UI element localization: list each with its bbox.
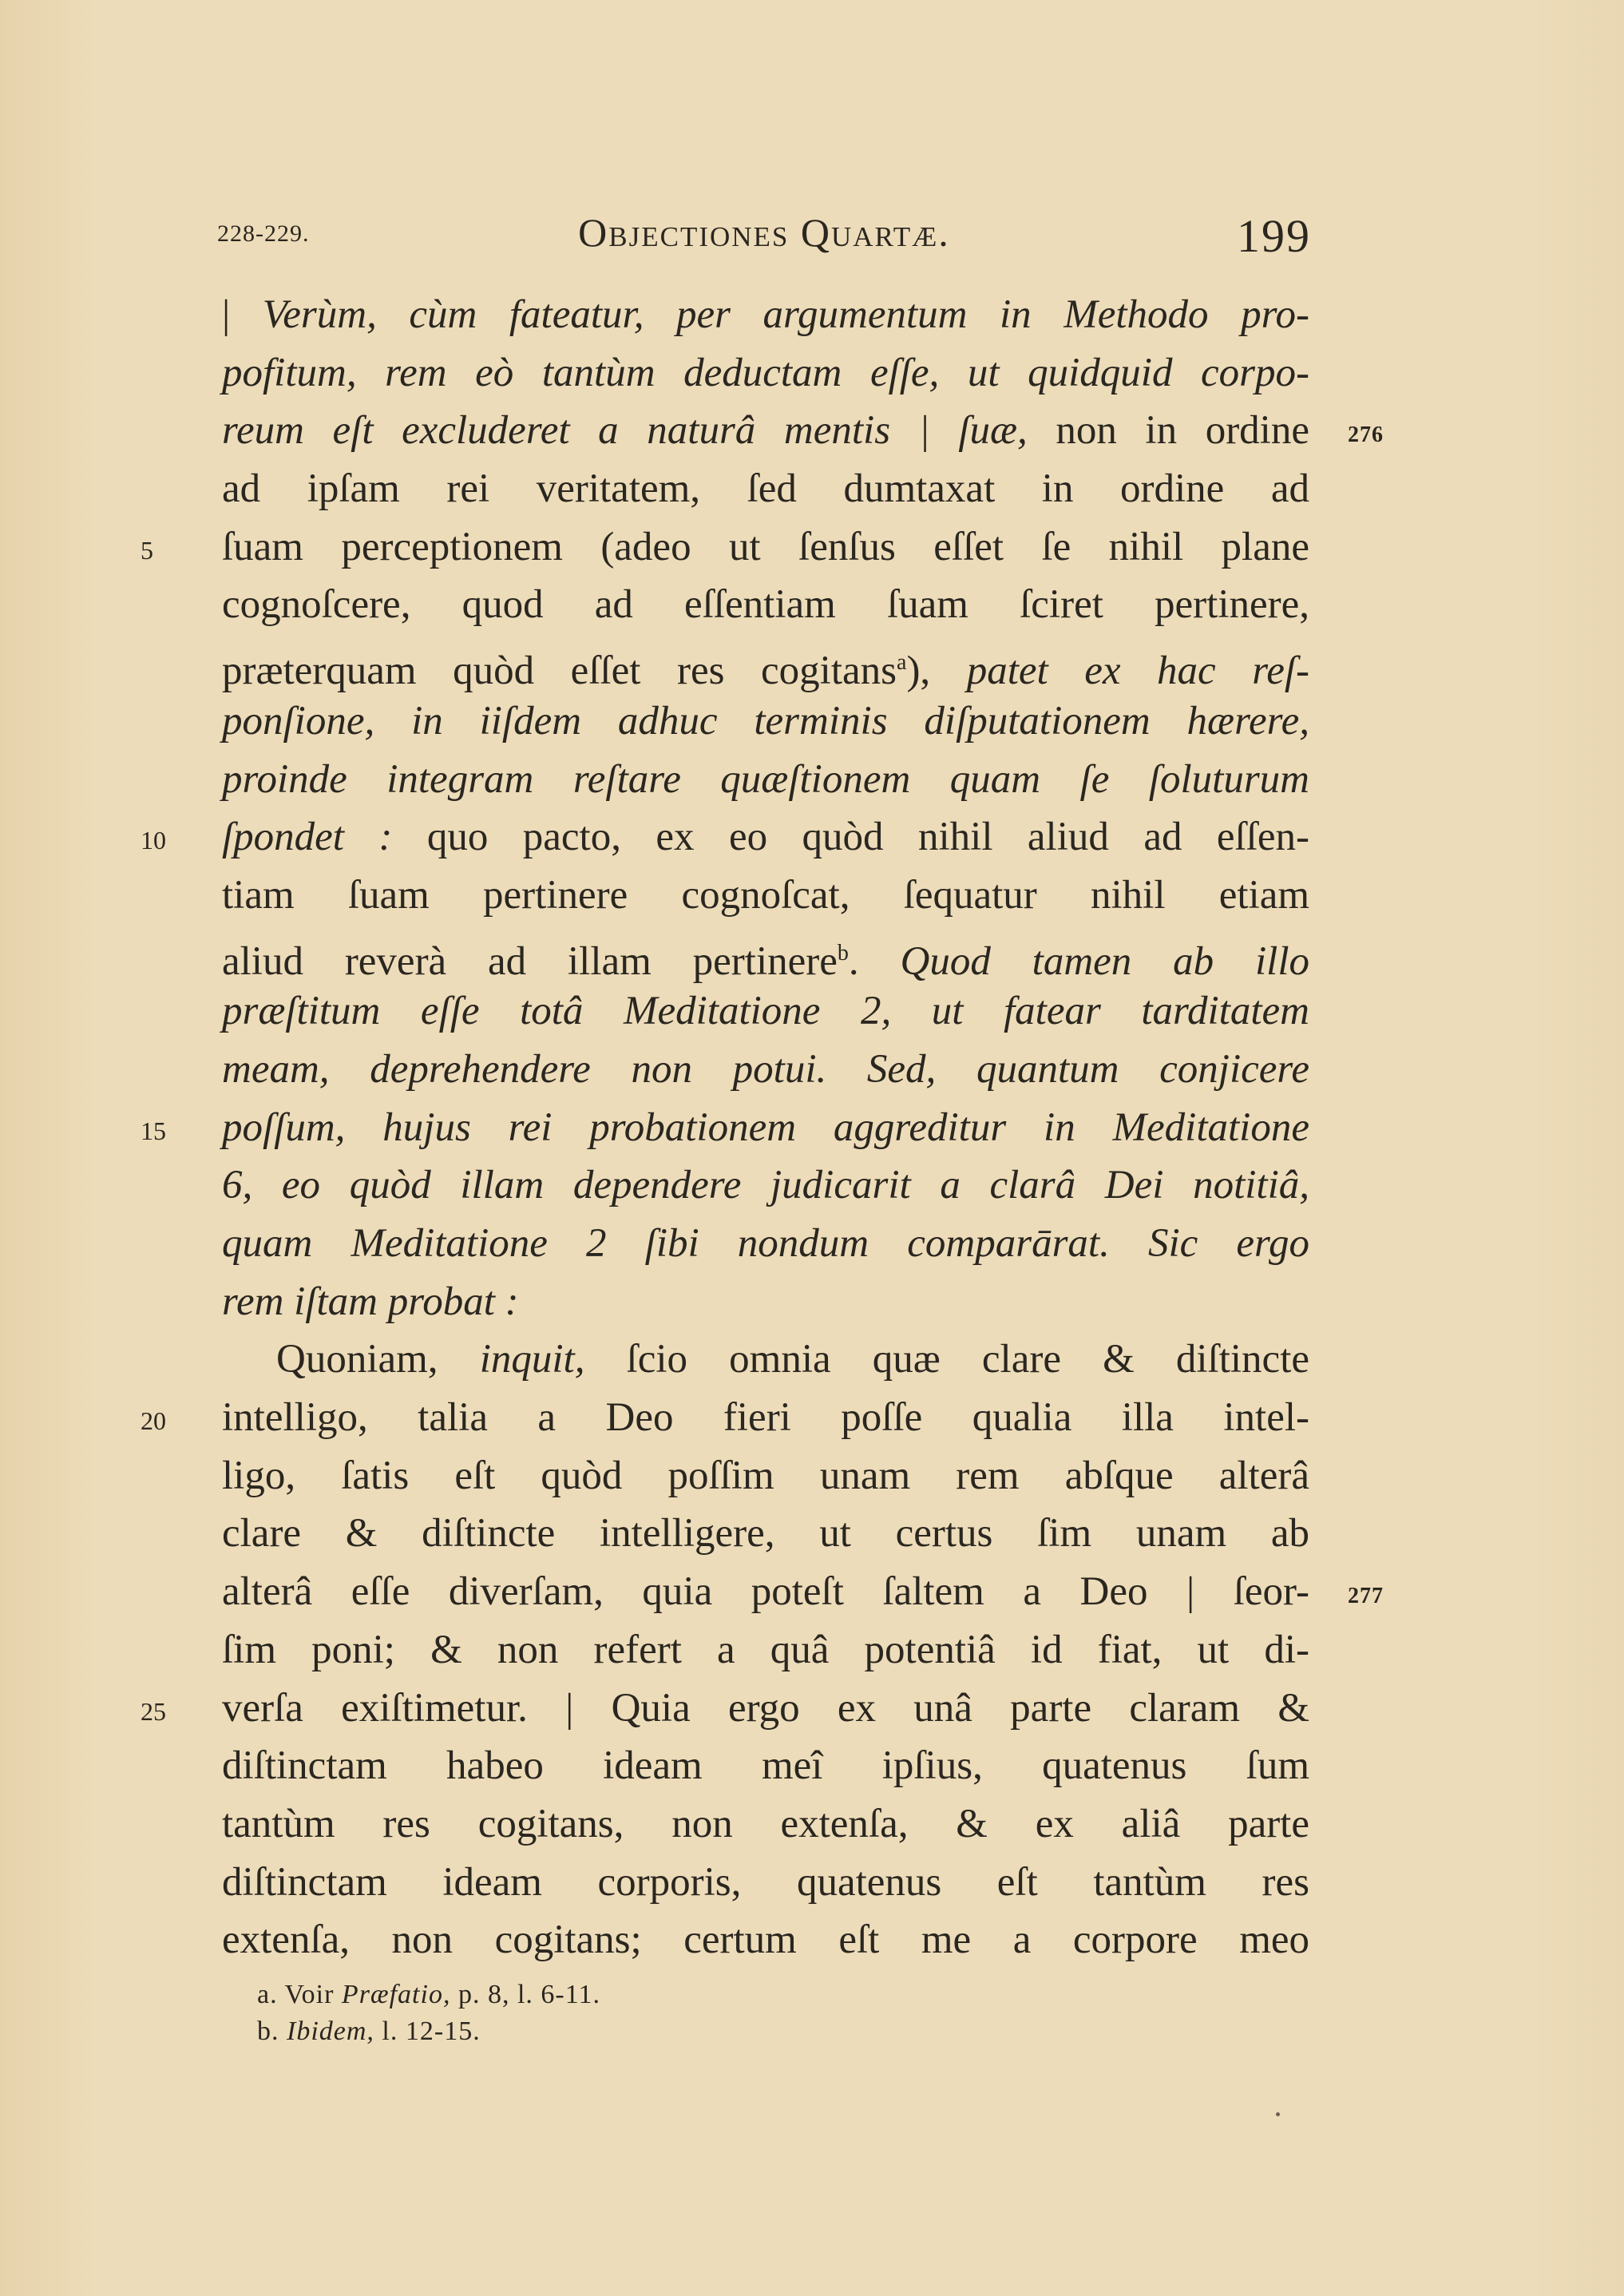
italic-text: poſſum, hujus rei probationem aggreditur in Meditatione: [222, 1104, 1309, 1150]
text-line: [222, 1621, 1309, 1679]
text-run: alterâ eſſe diverſam, quia poteſt ſaltem a Deo | ſeor-: [222, 1569, 1309, 1615]
text-run: diſtinctam ideam corporis, quatenus eſt tantùm res: [222, 1859, 1309, 1905]
footnote: [257, 1977, 600, 2013]
text-line: [141, 808, 1309, 866]
italic-text: meam, deprehendere non potui. Sed, quantum conjicere: [222, 1046, 1309, 1092]
line-number: 25: [141, 1696, 166, 1726]
text-line: [222, 1854, 1309, 1912]
text-run: b.: [257, 2016, 287, 2046]
italic-text: proinde integram reſtare quæſtionem quam ſe ſoluturum: [222, 756, 1309, 802]
footnotes: [257, 1977, 600, 2050]
text-line: [222, 1447, 1309, 1505]
text-line: [141, 1679, 1309, 1738]
footnote: [257, 2013, 600, 2050]
text-run: non in ordine: [1027, 408, 1309, 454]
text-run: Quoniam,: [276, 1337, 480, 1382]
text-run: p. 8, l. 6-11.: [450, 1980, 600, 2009]
text-run: intelligo, talia a Deo fieri poſſe qualia illa intel-: [222, 1395, 1309, 1441]
text-run: diſtinctam habeo ideam meî ipſius, quatenus ſum: [222, 1743, 1309, 1789]
italic-text: inquit,: [479, 1337, 585, 1382]
page-number: 199: [1237, 210, 1311, 262]
footnote-marker: a: [896, 650, 907, 676]
text-line: [222, 1505, 1309, 1563]
footnote-marker: b: [837, 940, 849, 966]
text-line: [222, 1563, 1384, 1621]
text-line: [222, 751, 1309, 809]
italic-text: Verùm, cùm fateatur, per argumentum in Methodo pro-: [262, 292, 1310, 337]
margin-reference: 276: [1348, 422, 1384, 448]
text-line: [141, 518, 1309, 577]
italic-text: quam Meditatione 2 ſibi nondum comparārat. Sic ergo: [222, 1221, 1309, 1266]
italic-text: ponſione, in iiſdem adhuc terminis diſputationem hærere,: [222, 698, 1309, 744]
text-run: quo pacto, ex eo quòd nihil aliud ad eſſen-: [392, 815, 1309, 860]
text-run: verſa exiſtimetur. | Quia ergo ex unâ parte claram &: [222, 1685, 1309, 1731]
text-line: [222, 344, 1309, 402]
text-run: ad ipſam rei veritatem, ſed dumtaxat in ordine ad: [222, 466, 1309, 512]
italic-text: ſpondet :: [222, 815, 393, 860]
text-run: ),: [906, 648, 967, 694]
text-line: [222, 1273, 1309, 1331]
italic-text: Præfatio,: [341, 1980, 451, 2009]
text-line: [222, 866, 1309, 925]
text-line: [222, 402, 1384, 460]
text-line: [222, 460, 1309, 518]
line-number: 5: [141, 535, 153, 565]
main-text: [141, 286, 1384, 1969]
text-line: [222, 1215, 1309, 1273]
text-run: tiam ſuam pertinere cognoſcat, ſequatur nihil etiam: [222, 872, 1309, 918]
text-line: [222, 1795, 1309, 1854]
text-line: [222, 576, 1309, 634]
text-run: .: [848, 938, 901, 984]
text-line: [141, 1099, 1309, 1157]
text-run: præterquam quòd eſſet res cogitans: [222, 648, 897, 694]
text-run: ſim poni; & non refert a quâ potentiâ id fiat, ut di-: [222, 1627, 1309, 1672]
italic-text: præſtitum eſſe totâ Meditatione 2, ut fatear tarditatem: [222, 989, 1309, 1034]
text-line: [222, 1041, 1309, 1099]
text-line: [222, 1737, 1309, 1795]
page-header: [217, 209, 1311, 265]
italic-text: 6, eo quòd illam dependere judicarit a clarâ Dei notitiâ,: [222, 1163, 1309, 1208]
margin-reference: 277: [1348, 1584, 1384, 1609]
text-run: ſuam perceptionem (adeo ut ſenſus eſſet ſe nihil plane: [222, 524, 1309, 569]
text-run: a. Voir: [257, 1980, 342, 2009]
text-run: ſcio omnia quæ clare & diſtincte: [584, 1337, 1309, 1382]
line-number: 15: [141, 1116, 166, 1145]
italic-text: pofitum, rem eò tantùm deductam eſſe, ut quidquid corpo-: [222, 350, 1309, 395]
text-run: ligo, ſatis eſt quòd poſſim unam rem abſque alterâ: [222, 1453, 1309, 1498]
text-run: cognoſcere, quod ad eſſentiam ſuam ſciret pertinere,: [222, 582, 1309, 628]
text-line: [222, 1156, 1309, 1215]
page-range: 228-229.: [217, 220, 310, 247]
text-line: [141, 1389, 1309, 1447]
line-number: 10: [141, 826, 166, 855]
text-line: [222, 634, 1309, 692]
text-line: [222, 1330, 1309, 1389]
italic-text: Ibidem,: [287, 2016, 374, 2046]
line-number: 20: [141, 1406, 166, 1436]
paper-speck: [1276, 2112, 1280, 2116]
text-run: tantùm res cogitans, non extenſa, & ex aliâ parte: [222, 1801, 1309, 1846]
text-line: [222, 1911, 1309, 1969]
text-line: [222, 692, 1309, 751]
text-line: [222, 982, 1309, 1041]
text-run: l. 12-15.: [374, 2016, 481, 2046]
text-line: [222, 925, 1309, 983]
text-run: |: [222, 292, 263, 337]
running-title: Objectiones Quartæ.: [578, 210, 950, 255]
text-run: aliud reverà ad illam pertinere: [222, 938, 838, 984]
text-run: extenſa, non cogitans; certum eſt me a corpore meo: [222, 1917, 1309, 1963]
italic-text: patet ex hac reſ-: [966, 648, 1309, 694]
text-line: [222, 286, 1309, 344]
text-run: clare & diſtincte intelligere, ut certus ſim unam ab: [222, 1511, 1309, 1556]
italic-text: Quod tamen ab illo: [900, 938, 1309, 984]
italic-text: reum eſt excluderet a naturâ mentis | ſuæ,: [222, 408, 1028, 454]
italic-text: rem iſtam probat :: [222, 1279, 519, 1324]
